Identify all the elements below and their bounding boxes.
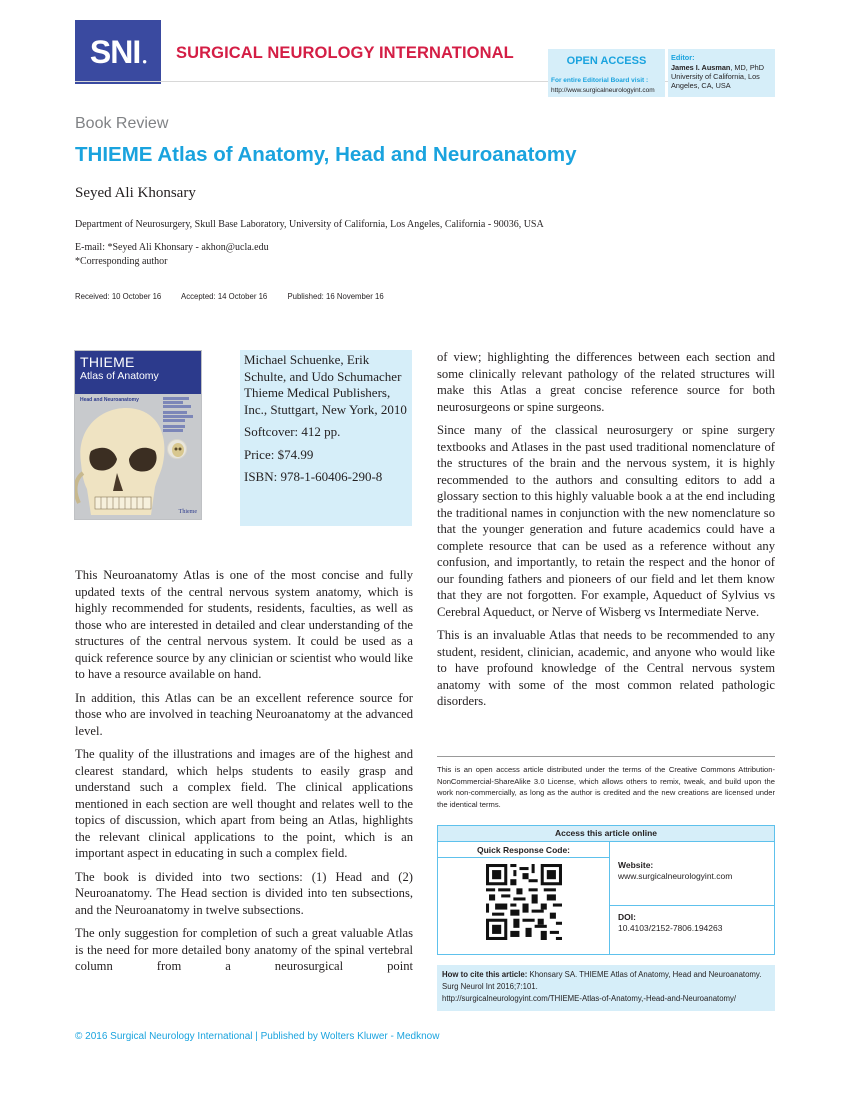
website-cell xyxy=(610,842,774,906)
access-online-table xyxy=(437,825,775,955)
body-paragraph: Since many of the classical neurosurgery or spine surgery textbooks and Atlases in the past used traditional nomenclature of the structures of the brain and the nervous system, it is highly recommended to the authors and consulting editors to add a glossary section to this highly valuable book a at the end including the traditional names in conjunction with the new nomenclature so that the younger generation and future academics could have a complete resource that can be used as a reference without any confusion, and importantly, to retain the respect and the honor of our founding fathers and pioneers of our field and let them know that they are not forgotten. For example, Aqueduct of Sylvius vs Cerebral Aqueduct, or Nerve of Wisberg vs Intermediate Nerve. xyxy=(437,423,775,619)
article-title: THIEME Atlas of Anatomy, Head and Neuroanatomy xyxy=(75,143,577,166)
journal-name: SURGICAL NEUROLOGY INTERNATIONAL xyxy=(176,44,514,62)
editor-affiliation: University of California, Los Angeles, CA, USA xyxy=(671,72,760,90)
editor-label: Editor: xyxy=(671,53,695,62)
open-access-box xyxy=(548,49,665,97)
book-format: Softcover: 412 pp. xyxy=(244,424,341,439)
qr-cell xyxy=(438,842,610,954)
editor-name: James I. Ausman xyxy=(671,63,731,72)
article-dates xyxy=(75,292,402,301)
website-link[interactable]: www.surgicalneurologyint.com xyxy=(618,871,733,881)
doi-link[interactable]: 10.4103/2152-7806.194263 xyxy=(618,923,723,933)
skull-illustration xyxy=(74,403,171,520)
book-cover-image xyxy=(74,350,202,520)
license-notice: This is an open access article distributed under the terms of the Creative Commons Attribution-NonCommercial-ShareAlike 3.0 License, which allows others to remix, tweak, and build upon the work non-commercially, as long as the author is credited and the new creations are licensed under the identical terms. xyxy=(437,765,775,809)
cover-brand: THIEME xyxy=(80,354,135,370)
editorial-board-link[interactable]: http://www.surgicalneurologyint.com xyxy=(551,87,655,94)
body-paragraph: The quality of the illustrations and images are of the highest and clearest standard, which helps students to easily grasp and understand such a complex field. The clinical applications mentioned in each section are well thought and relates well to the topics of discussion, which apart from being an Atlas, highlights the relevant clinical applications to the point, which is an important aspect in educating in such a complex field. xyxy=(75,747,413,860)
citation-box xyxy=(437,965,775,1011)
body-paragraph: This Neuroanatomy Atlas is one of the most concise and fully updated texts of the central nervous system anatomy, which is highly recommended for students, residents, faculties, as well as those who are interested in detailed and clear understanding of the structures of the central nervous system. It could be used as a quick reference source by any clinician or scientist who would like to have a resource available on hand. xyxy=(75,568,413,681)
corresponding-note: *Corresponding author xyxy=(75,256,168,267)
body-paragraph: The only suggestion for completion of such a great valuable Atlas is the need for more detailed bony anatomy of the spinal vertebral column from a neurosurgical point xyxy=(75,926,413,973)
qr-label: Quick Response Code: xyxy=(438,842,609,858)
qr-code-icon[interactable] xyxy=(486,864,562,940)
published-date: Published: 16 November 16 xyxy=(287,292,384,301)
author-affiliation: Department of Neurosurgery, Skull Base Laboratory, University of California, Los Angeles, California - 90036, USA xyxy=(75,219,544,230)
citation-text: Khonsary SA. THIEME Atlas of Anatomy, Head and Neuroanatomy. Surg Neurol Int 2016;7:101. xyxy=(442,970,762,991)
website-label: Website: xyxy=(618,860,654,870)
body-left-column xyxy=(75,567,413,982)
sni-logo: SNI ● xyxy=(75,20,161,84)
body-paragraph: of view; highlighting the differences between each section and some clinically relevant pathology of the related structures will make this Atlas a great concise reference source for both neurosurgeons or spine surgeons. xyxy=(437,350,775,414)
book-info-box xyxy=(240,350,412,526)
author-email[interactable]: E-mail: *Seyed Ali Khonsary - akhon@ucla.edu xyxy=(75,242,269,253)
open-access-label: OPEN ACCESS xyxy=(566,55,647,67)
body-paragraph: This is an invaluable Atlas that needs to be recommended to any student, resident, clinician, academic, and anyone who would like to have profound knowledge of the Central nervous system anatomy with some of the most common related pathologic disorders. xyxy=(437,628,775,708)
mini-skull-icon xyxy=(167,439,187,459)
cover-publisher-mark: Thieme xyxy=(178,509,197,515)
body-paragraph: The book is divided into two sections: (1) Head and (2) Neuroanatomy. The Head section is divided into ten subsections, and the Neuroanatomy in twelve subsections. xyxy=(75,869,413,917)
cover-series: Atlas of Anatomy xyxy=(80,370,159,382)
logo-text: SNI xyxy=(89,33,141,70)
author-name: Seyed Ali Khonsary xyxy=(75,185,196,201)
body-right-column xyxy=(437,349,775,717)
doi-label: DOI: xyxy=(618,912,636,922)
cover-subtitle: Head and Neuroanatomy xyxy=(80,397,139,403)
citation-label: How to cite this article: xyxy=(442,970,528,979)
cover-title-band xyxy=(75,351,201,394)
doi-cell xyxy=(610,906,774,954)
citation-url[interactable]: http://surgicalneurologyint.com/THIEME-Atlas-of-Anatomy,-Head-and-Neuroanatomy/ xyxy=(442,994,737,1003)
accepted-date: Accepted: 14 October 16 xyxy=(181,292,268,301)
book-publisher: Thieme Medical Publishers, Inc., Stuttgart, New York, 2010 xyxy=(244,385,407,417)
book-authors: Michael Schuenke, Erik Schulte, and Udo Schumacher xyxy=(244,352,402,384)
book-isbn: ISBN: 978-1-60406-290-8 xyxy=(244,469,383,484)
received-date: Received: 10 October 16 xyxy=(75,292,162,301)
copyright-footer: © 2016 Surgical Neurology International | Published by Wolters Kluwer - Medknow xyxy=(75,1031,440,1042)
license-divider xyxy=(437,756,775,757)
editor-degrees: , MD, PhD xyxy=(730,63,765,72)
book-price: Price: $74.99 xyxy=(244,446,314,462)
editorial-board-label: For entire Editorial Board visit : xyxy=(551,77,649,84)
editor-box xyxy=(668,49,775,97)
section-label: Book Review xyxy=(75,115,169,132)
body-paragraph: In addition, this Atlas can be an excellent reference source for those who are involved in teaching Neuroanatomy at the advanced level. xyxy=(75,690,413,738)
access-table-header: Access this article online xyxy=(438,826,774,842)
